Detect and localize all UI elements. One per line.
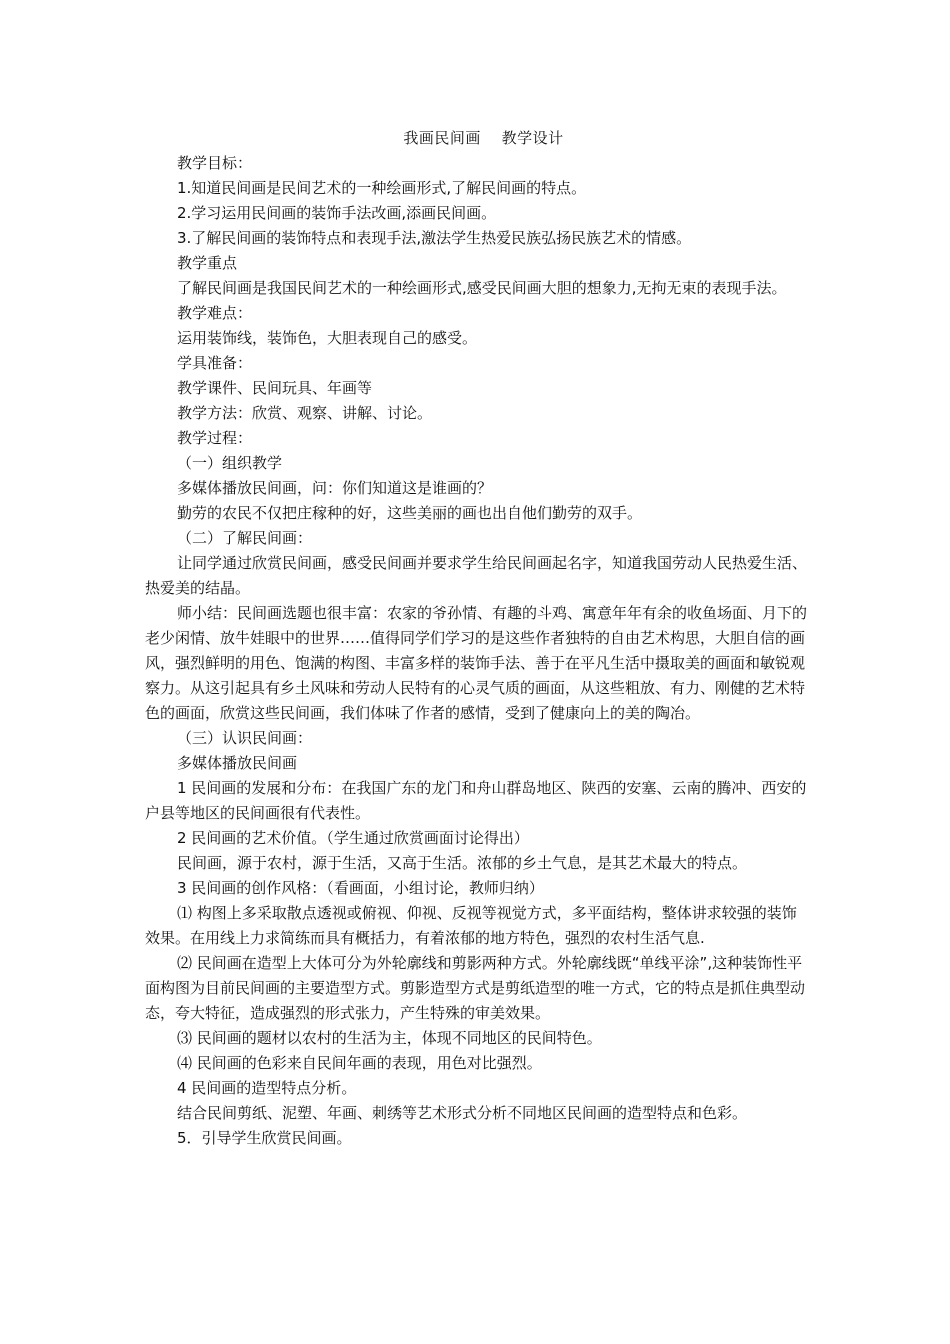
heading-objectives: 教学目标： xyxy=(177,154,253,172)
section-3-item-1: 1 民间画的发展和分布：在我国广东的龙门和舟山群岛地区、陕西的安塞、云南的腾冲、西安的户县等地区的民间画很有代表性。 xyxy=(145,779,807,822)
section-3-item-4: 4 民间画的造型特点分析。 xyxy=(177,1079,357,1097)
style-point-3: ⑶ 民间画的题材以农村的生活为主，体现不同地区的民间特色。 xyxy=(177,1029,602,1047)
key-points-text: 了解民间画是我国民间艺术的一种绘画形式,感受民间画大胆的想象力,无拘无束的表现手法。 xyxy=(177,279,787,297)
section-1-heading: （一）组织教学 xyxy=(177,454,283,472)
objective-3: 3.了解民间画的装饰特点和表现手法,激法学生热爱民族弘扬民族艺术的情感。 xyxy=(177,229,692,247)
section-3-item-4-text: 结合民间剪纸、泥塑、年画、刺绣等艺术形式分析不同地区民间画的造型特点和色彩。 xyxy=(177,1104,748,1122)
difficulties-text: 运用装饰线，装饰色，大胆表现自己的感受。 xyxy=(177,329,478,347)
heading-difficulties: 教学难点： xyxy=(177,304,253,322)
section-3-item-3: 3 民间画的创作风格：（看画面，小组讨论，教师归纳） xyxy=(177,879,544,897)
section-2-summary: 师小结：民间画选题也很丰富：农家的爷孙情、有趣的斗鸡、寓意年年有余的收鱼场面、月下的老少闲情、放牛娃眼中的世界……值得同学们学习的是这些作者独特的自由艺术构思，大胆自信的画风，强烈鲜明的用色、饱满的构图、丰富多样的装饰手法、善于在平凡生活中摄取美的画面和敏锐观察力。从这引起具有乡土风味和劳动人民特有的心灵气质的画面，从这些粗放、有力、刚健的艺术特色的画面，欣赏这些民间画，我们体味了作者的感情，受到了健康向上的美的陶冶。 xyxy=(145,604,808,722)
methods-text: 教学方法：欣赏、观察、讲解、讨论。 xyxy=(177,404,433,422)
section-3-heading: （三）认识民间画： xyxy=(177,729,313,747)
objective-2: 2.学习运用民间画的装饰手法改画,添画民间画。 xyxy=(177,204,497,222)
style-point-4: ⑷ 民间画的色彩来自民间年画的表现，用色对比强烈。 xyxy=(177,1054,542,1072)
heading-process: 教学过程： xyxy=(177,429,253,447)
style-point-2: ⑵ 民间画在造型上大体可分为外轮廓线和剪影两种方式。外轮廓线既“单线平涂”,这种装饰性平面构图为目前民间画的主要造型方式。剪影造型方式是剪纸造型的唯一方式，它的特点是抓住典型动态，夸大特征，造成强烈的形式张力，产生特殊的审美效果。 xyxy=(145,954,806,1022)
document-body xyxy=(145,126,810,1151)
section-3-item-2: 2 民间画的艺术价值。（学生通过欣赏画面讨论得出） xyxy=(177,829,529,847)
section-1-text-b: 勤劳的农民不仅把庄稼种的好，这些美丽的画也出自他们勤劳的双手。 xyxy=(177,504,643,522)
section-2-heading: （二）了解民间画： xyxy=(177,529,313,547)
section-3-item-2-text: 民间画，源于农村，源于生活，又高于生活。浓郁的乡土气息，是其艺术最大的特点。 xyxy=(177,854,748,872)
objective-1: 1.知道民间画是民间艺术的一种绘画形式,了解民间画的特点。 xyxy=(177,179,587,197)
section-2-text: 让同学通过欣赏民间画，感受民间画并要求学生给民间画起名字，知道我国劳动人民热爱生活、热爱美的结晶。 xyxy=(145,554,808,597)
section-3-media: 多媒体播放民间画 xyxy=(177,754,298,772)
document-title: 我画民间画 教学设计 xyxy=(403,129,564,147)
heading-materials: 学具准备： xyxy=(177,354,253,372)
materials-text: 教学课件、民间玩具、年画等 xyxy=(177,379,373,397)
section-3-item-5: 5．引导学生欣赏民间画。 xyxy=(177,1129,352,1147)
style-point-1: ⑴ 构图上多采取散点透视或俯视、仰视、反视等视觉方式，多平面结构，整体讲求较强的装饰效果。在用线上力求简练而具有概括力，有着浓郁的地方特色，强烈的农村生活气息. xyxy=(145,904,797,947)
section-1-text-a: 多媒体播放民间画，问：你们知道这是谁画的？ xyxy=(177,479,493,497)
heading-key-points: 教学重点 xyxy=(177,254,238,272)
